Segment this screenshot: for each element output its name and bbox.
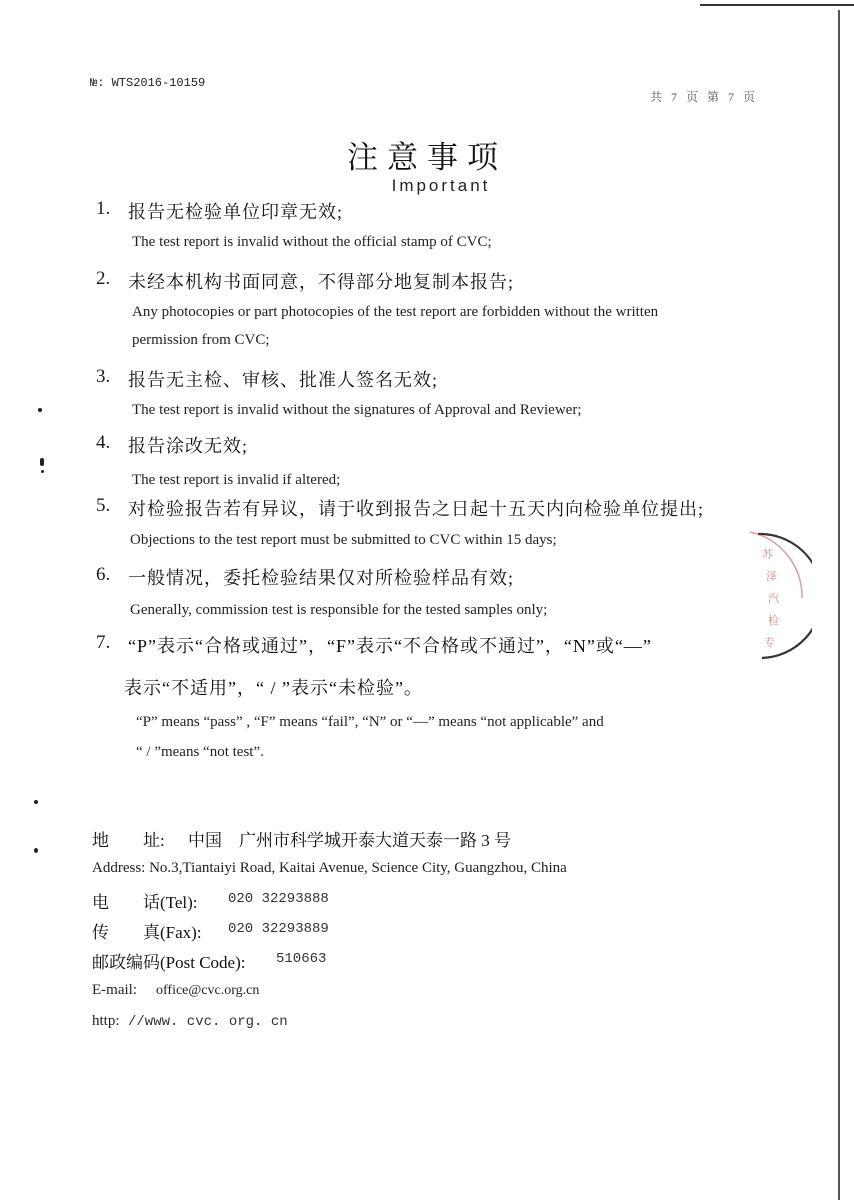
item-chinese-text: 报告无主检、审核、批准人签名无效; — [128, 370, 438, 390]
item-number: 3. — [96, 366, 111, 387]
item-english-text: The test report is invalid without the signatures of Approval and Reviewer; — [132, 402, 582, 418]
item-number: 6. — [96, 564, 111, 585]
fax-label: 传 真(Fax): — [92, 923, 202, 942]
item-number: 4. — [96, 432, 111, 453]
scan-speck — [40, 458, 44, 466]
title-chinese: 注意事项 — [347, 140, 507, 175]
address-chinese-label: 地 址: — [92, 831, 165, 850]
scan-speck — [34, 800, 38, 804]
item-number: 7. — [96, 632, 111, 653]
item-chinese-text: 未经本机构书面同意，不得部分地复制本报告; — [128, 272, 514, 292]
scan-edge-top — [700, 4, 854, 6]
item-english-text: permission from CVC; — [132, 332, 270, 348]
official-stamp-seal — [742, 528, 812, 668]
item-chinese-text: 一般情况，委托检验结果仅对所检验样品有效; — [128, 568, 514, 588]
scan-speck — [41, 470, 44, 473]
item-number: 2. — [96, 268, 111, 289]
item-number: 1. — [96, 198, 111, 219]
item-english-text: The test report is invalid without the official stamp of CVC; — [132, 234, 492, 250]
item-english-text: The test report is invalid if altered; — [132, 472, 341, 488]
item-chinese-text-line1: “P”表示“合格或通过”，“F”表示“不合格或不通过”，“N”或“—” — [128, 636, 652, 656]
svg-text:检: 检 — [768, 614, 779, 627]
post-code-label: 邮政编码(Post Code): — [92, 953, 246, 972]
title-english: Important — [391, 176, 491, 195]
item-english-text: Generally, commission test is responsible for the tested samples only; — [130, 602, 548, 618]
address-english: Address: No.3,Tiantaiyi Road, Kaitai Avenue, Science City, Guangzhou, China — [92, 860, 567, 876]
svg-text:汽: 汽 — [768, 592, 779, 605]
svg-text:泽: 泽 — [766, 570, 777, 583]
tel-value: 020 32293888 — [228, 891, 329, 907]
item-english-text: Objections to the test report must be submitted to CVC within 15 days; — [130, 532, 557, 548]
svg-text:专: 专 — [764, 636, 775, 649]
item-number: 5. — [96, 495, 111, 516]
address-chinese-value: 中国 广州市科学城开泰大道天泰一路 3 号 — [188, 831, 511, 850]
item-chinese-text: 对检验报告若有异议，请于收到报告之日起十五天内向检验单位提出; — [128, 499, 704, 519]
item-english-text: “ / ”means “not test”. — [136, 744, 264, 760]
email-value: office@cvc.org.cn — [156, 983, 260, 998]
website-label: http: — [92, 1013, 120, 1029]
fax-value: 020 32293889 — [228, 921, 329, 937]
svg-text:苏: 苏 — [762, 548, 773, 561]
item-english-text: Any photocopies or part photocopies of the test report are forbidden without the written — [132, 304, 659, 320]
scan-speck — [38, 408, 42, 412]
tel-label: 电 话(Tel): — [92, 893, 198, 912]
post-code-value: 510663 — [276, 951, 327, 967]
email-label: E-mail: — [92, 982, 137, 998]
item-english-text: “P” means “pass” , “F” means “fail”, “N” or “—” means “not applicable” and — [136, 714, 604, 730]
scan-speck — [34, 848, 38, 853]
item-chinese-text-line2: 表示“不适用”，“ / ”表示“未检验”。 — [124, 678, 423, 698]
page-info: 共 7 页 第 7 页 — [650, 90, 759, 104]
report-serial-number: №: WTS2016-10159 — [90, 76, 206, 90]
item-chinese-text: 报告无检验单位印章无效; — [128, 202, 343, 222]
website-value: //www. cvc. org. cn — [128, 1014, 288, 1030]
item-chinese-text: 报告涂改无效; — [128, 436, 249, 456]
